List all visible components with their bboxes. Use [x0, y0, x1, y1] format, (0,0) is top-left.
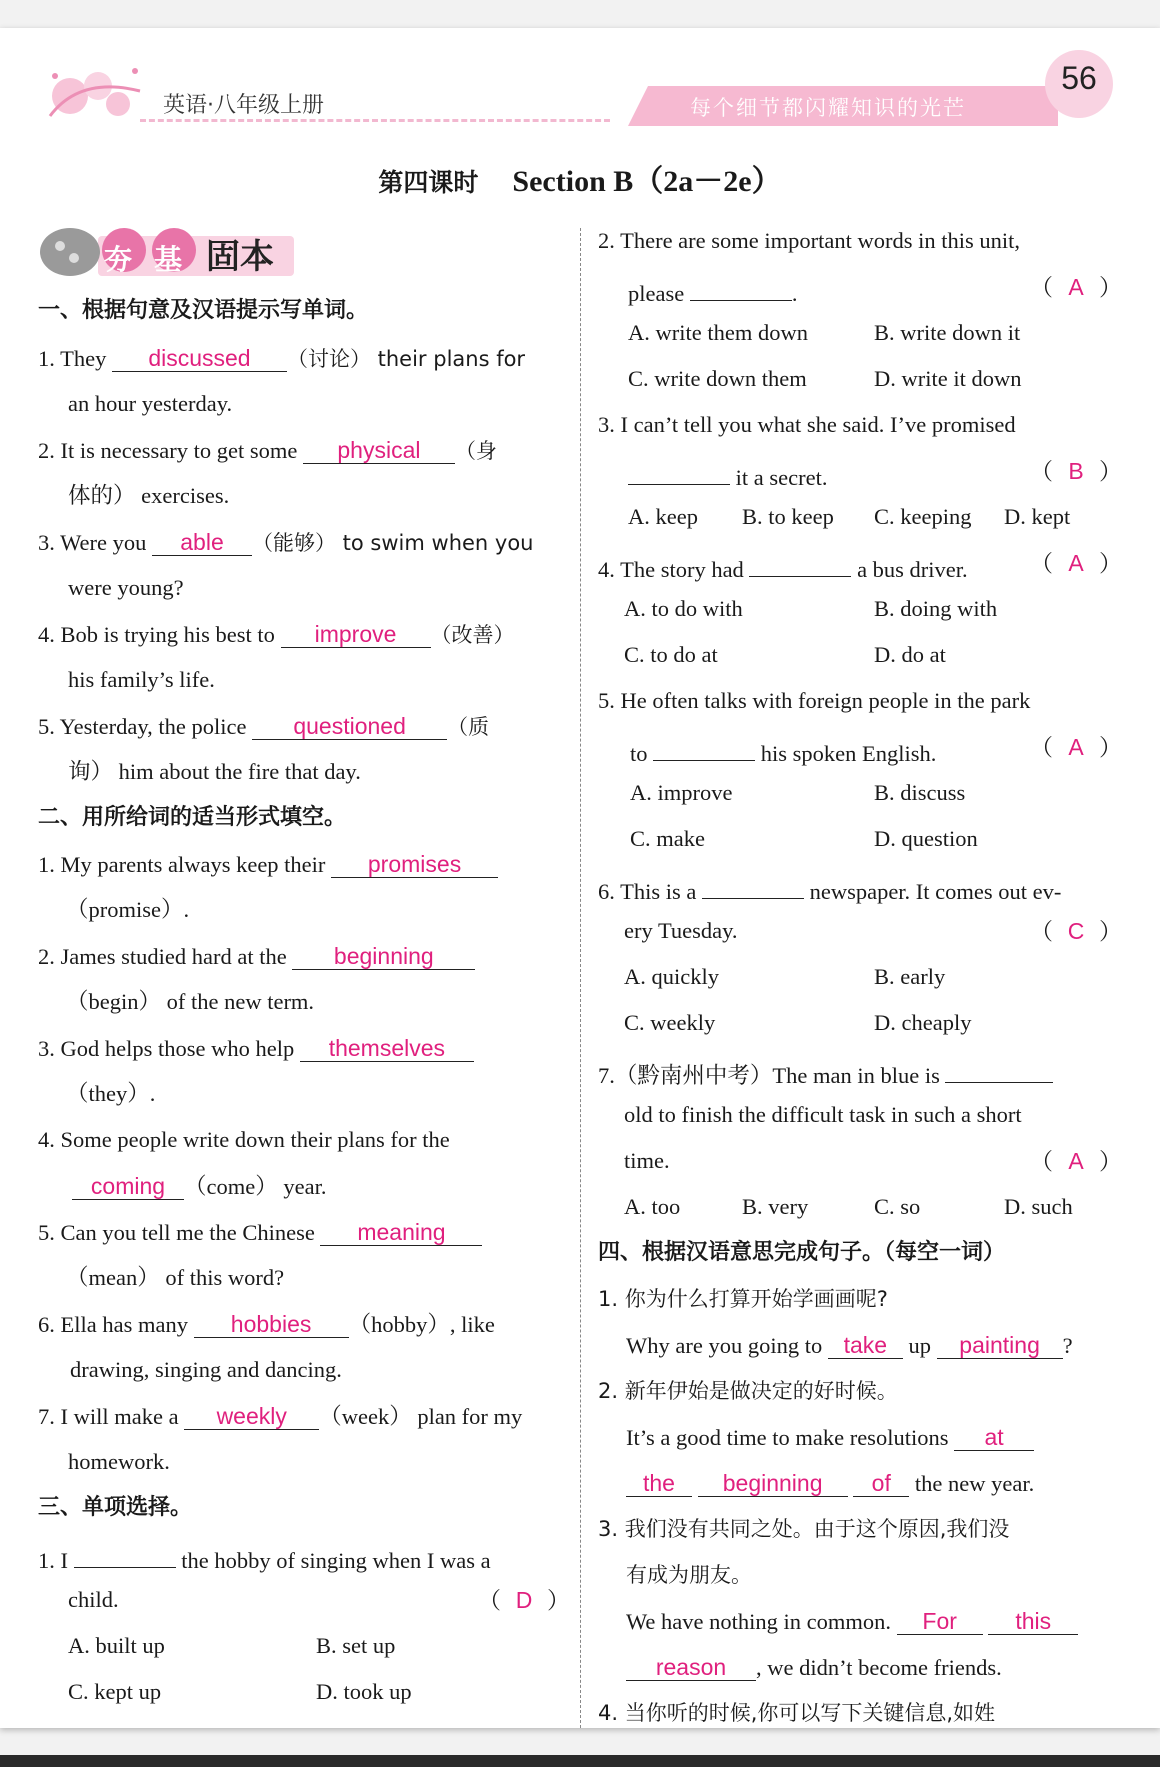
p2-q6-text: 6. Ella has many [38, 1312, 188, 1337]
p3-q6-opt-d: D. cheaply [874, 1010, 972, 1035]
p1-q4-answer: improve [314, 621, 397, 647]
p1-q1-hint: （讨论） their plans for [286, 347, 526, 371]
p4-q2-en-line1 [626, 1422, 1034, 1453]
p3-q4-opt-d: D. do at [874, 642, 946, 667]
p2-q6-line1 [38, 1309, 495, 1340]
p4-q3-text-a: We have nothing in common. [626, 1609, 892, 1634]
p3-q1-line2: child. [68, 1587, 119, 1612]
p1-q3-line1 [38, 527, 534, 558]
p3-q2-answer: A [1068, 274, 1084, 300]
p2-q2-answer: beginning [333, 943, 434, 969]
p2-q7-line2: homework. [68, 1449, 170, 1474]
p3-q5-answer: A [1068, 734, 1084, 760]
p1-q3-text: 3. Were you [38, 530, 147, 555]
p3-q7-line1 [598, 1054, 1053, 1091]
answer-blank [184, 1401, 319, 1430]
badge-char-1: 夯 [104, 243, 133, 276]
p3-q3-opt-d: D. kept [1004, 504, 1071, 529]
p4-q2-text-e: the new year. [914, 1471, 1035, 1496]
p3-q7-opt-a: A. too [624, 1194, 681, 1219]
flower-ornament-icon [40, 56, 150, 136]
p4-q1-text-c: up [908, 1333, 931, 1358]
p4-q1-answer-2: painting [959, 1332, 1040, 1358]
p3-q4-opt-c: C. to do at [624, 642, 718, 667]
part2-heading: 二、用所给词的适当形式填空。 [38, 805, 347, 830]
p2-q2-line2: （begin） of the new term. [66, 989, 315, 1014]
p2-q5-line1 [38, 1217, 482, 1248]
badge-label: 固本 [206, 237, 274, 277]
badge-char-2: 基 [154, 243, 183, 276]
p3-q2-opt-c: C. write down them [628, 366, 807, 391]
p3-q5-text-b: his spoken English. [760, 741, 937, 766]
p3-q3-line2 [628, 456, 827, 493]
p4-q2-answer-1: at [984, 1424, 1004, 1450]
answer-blank [74, 1539, 176, 1568]
page-number: 56 [1061, 60, 1097, 96]
p3-q7-opt-c: C. so [874, 1194, 921, 1219]
p4-q1-en [626, 1330, 1073, 1361]
p4-q1-cn: 1. 你为什么打算开始学画画呢? [598, 1287, 888, 1311]
p3-q5-line2 [630, 732, 936, 769]
p4-q2-answer-3: beginning [722, 1470, 823, 1496]
header-dash-line [140, 119, 610, 122]
p3-q6-text-b: newspaper. It comes out ev- [809, 879, 1062, 904]
p3-q3-text: it a secret. [735, 465, 828, 490]
p4-q3-answer-3: reason [655, 1654, 727, 1680]
p3-q6-opt-b: B. early [874, 964, 946, 989]
p2-q5-text: 5. Can you tell me the Chinese [38, 1220, 315, 1245]
p3-q2-line1: 2. There are some important words in this unit, [598, 228, 1021, 253]
p2-q5-answer: meaning [357, 1219, 446, 1245]
p1-q5-line2: 询） him about the fire that day. [68, 759, 361, 784]
p2-q4-answer: coming [90, 1173, 166, 1199]
p3-q7-opt-d: D. such [1004, 1194, 1073, 1219]
p3-q1-answer: D [515, 1587, 533, 1613]
p1-q2-line2: 体的） exercises. [68, 483, 230, 508]
p2-q2-text: 2. James studied hard at the [38, 944, 287, 969]
p1-q4-text: 4. Bob is trying his best to [38, 622, 275, 647]
p4-q3-en-line2 [626, 1652, 1002, 1683]
p2-q1-answer: promises [367, 851, 462, 877]
p3-q5-opt-b: B. discuss [874, 780, 966, 805]
answer-blank [698, 1468, 848, 1497]
p1-q1-line1 [38, 343, 525, 374]
p1-q1-line2: an hour yesterday. [68, 391, 233, 416]
p3-q1-opt-d: D. took up [316, 1679, 412, 1704]
p1-q3-hint: （能够） to swim when you [252, 531, 534, 555]
answer-blank [653, 732, 755, 761]
p1-q4-line2: his family’s life. [68, 667, 215, 692]
p2-q3-text: 3. God helps those who help [38, 1036, 295, 1061]
p1-q2-text: 2. It is necessary to get some [38, 438, 298, 463]
p3-q3-opt-b: B. to keep [742, 504, 834, 529]
answer-blank [626, 1468, 692, 1497]
p4-q3-en-line1 [626, 1606, 1078, 1637]
p4-q3-cn-line1: 3. 我们没有共同之处。由于这个原因,我们没 [598, 1517, 1010, 1541]
answer-blank [194, 1309, 349, 1338]
p4-q1-text-d: ? [1062, 1333, 1073, 1358]
p3-q3-opt-a: A. keep [628, 504, 698, 529]
p3-q4-opt-a: A. to do with [624, 596, 743, 621]
p2-q4-rest: （come） year. [184, 1174, 327, 1199]
p3-q1-answer-paren: （ D ） [478, 1587, 570, 1613]
lesson-title [0, 156, 1160, 200]
p3-q4-opt-b: B. doing with [874, 596, 998, 621]
answer-blank [303, 435, 455, 464]
answer-blank [937, 1330, 1063, 1359]
p3-q5-answer-paren: （ A ） [1030, 734, 1122, 760]
p1-q2-answer: physical [337, 437, 421, 463]
p3-q1-text-b: the hobby of singing when I was a [181, 1548, 491, 1573]
p3-q6-line2: ery Tuesday. [624, 918, 738, 943]
p1-q2-line1 [38, 435, 497, 466]
p2-q7-text: 7. I will make a [38, 1404, 179, 1429]
p4-q1-text-a: Why are you going to [626, 1333, 823, 1358]
answer-blank [690, 272, 792, 301]
answer-blank [702, 870, 804, 899]
motto-text: 每个细节都闪耀知识的光芒 [690, 96, 966, 120]
p3-q4-line1 [598, 548, 968, 585]
p3-q6-text-a: 6. This is a [598, 879, 697, 904]
p2-q3-answer: themselves [328, 1035, 446, 1061]
p3-q7-answer: A [1068, 1148, 1084, 1174]
p3-q2-answer-paren: （ A ） [1030, 274, 1122, 300]
p3-q1-opt-c: C. kept up [68, 1679, 162, 1704]
p1-q1-text: 1. They [38, 346, 107, 371]
answer-blank [626, 1652, 756, 1681]
answer-blank [112, 343, 287, 372]
p3-q5-opt-c: C. make [630, 826, 705, 851]
part4-heading: 四、根据汉语意思完成句子。（每空一词） [598, 1240, 1006, 1265]
part1-heading: 一、根据句意及汉语提示写单词。 [38, 298, 369, 323]
p3-q7-opt-b: B. very [742, 1194, 809, 1219]
p4-q4-cn: 4. 当你听的时候,你可以写下关键信息,如姓 [598, 1701, 996, 1725]
p3-q6-opt-c: C. weekly [624, 1010, 716, 1035]
p3-q1-opt-b: B. set up [316, 1633, 396, 1658]
p1-q3-answer: able [180, 529, 224, 555]
p3-q2-opt-a: A. write them down [628, 320, 808, 345]
answer-blank [252, 711, 447, 740]
p3-q4-text-b: a bus driver. [857, 557, 968, 582]
p2-q7-answer: weekly [216, 1403, 287, 1429]
answer-blank [300, 1033, 474, 1062]
p3-q3-answer: B [1068, 458, 1084, 484]
p2-q4-line1: 4. Some people write down their plans for the [38, 1127, 450, 1152]
p3-q7-line3: time. [624, 1148, 670, 1173]
p2-q1-line1 [38, 849, 498, 880]
p3-q3-opt-c: C. keeping [874, 504, 972, 529]
p3-q5-line1: 5. He often talks with foreign people in the park [598, 688, 1031, 713]
answer-blank [945, 1054, 1053, 1083]
p2-q3-line1 [38, 1033, 474, 1064]
p3-q6-opt-a: A. quickly [624, 964, 719, 989]
answer-blank [897, 1606, 983, 1635]
p3-q6-answer-paren: （ C ） [1030, 918, 1122, 944]
p2-q6-hint: （hobby）, like [348, 1312, 495, 1337]
p3-q5-opt-a: A. improve [630, 780, 733, 805]
p2-q3-line2: （they）. [66, 1081, 156, 1106]
p3-q4-answer: A [1068, 550, 1084, 576]
p2-q1-text: 1. My parents always keep their [38, 852, 326, 877]
p1-q5-answer: questioned [293, 713, 406, 739]
p2-q5-line2: （mean） of this word? [66, 1265, 285, 1290]
p3-q7-line2: old to finish the difficult task in such a short [624, 1102, 1022, 1127]
p3-q3-answer-paren: （ B ） [1030, 458, 1122, 484]
p4-q2-text-a: It’s a good time to make resolutions [626, 1425, 949, 1450]
answer-blank [988, 1606, 1078, 1635]
p1-q3-line2: were young? [68, 575, 184, 600]
p4-q2-cn: 2. 新年伊始是做决定的好时候。 [598, 1379, 898, 1403]
p3-q4-answer-paren: （ A ） [1030, 550, 1122, 576]
p4-q2-answer-4: of [871, 1470, 891, 1496]
p3-q2-period: . [791, 281, 798, 306]
p1-q4-hint: （改善） [430, 623, 515, 647]
p2-q7-line1 [38, 1401, 522, 1432]
answer-blank [152, 527, 252, 556]
p3-q7-answer-paren: （ A ） [1030, 1148, 1122, 1174]
p3-q4-text-a: 4. The story had [598, 557, 744, 582]
p1-q5-hint: （质 [447, 715, 490, 739]
p4-q3-answer-1: For [922, 1608, 957, 1634]
p2-q2-line1 [38, 941, 475, 972]
p4-q3-cn-line2: 有成为朋友。 [626, 1563, 752, 1587]
bottom-bar [0, 1755, 1160, 1767]
answer-blank [749, 548, 851, 577]
answer-blank [853, 1468, 909, 1497]
workbook-page [0, 28, 1160, 1728]
p3-q6-line1 [598, 870, 1061, 907]
p3-q5-text-a: to [630, 741, 648, 766]
p4-q2-en-line2 [626, 1468, 1034, 1499]
answer-blank [72, 1171, 184, 1200]
p1-q1-answer: discussed [148, 345, 251, 371]
p1-q5-text: 5. Yesterday, the police [38, 714, 247, 739]
answer-blank [320, 1217, 482, 1246]
p3-q7-text: 7.（黔南州中考）The man in blue is [598, 1063, 940, 1088]
answer-blank [628, 456, 730, 485]
p4-q2-answer-2: the [643, 1470, 675, 1496]
p1-q4-line1 [38, 619, 515, 650]
answer-blank [281, 619, 431, 648]
p1-q5-line1 [38, 711, 489, 742]
p3-q1-opt-a: A. built up [68, 1633, 165, 1658]
lesson-title-en: Section B（2a－2e） [512, 165, 782, 198]
p2-q7-hint: （week） plan for my [319, 1404, 523, 1429]
p3-q2-opt-b: B. write down it [874, 320, 1021, 345]
p3-q1-text-a: 1. I [38, 1548, 68, 1573]
answer-blank [331, 849, 498, 878]
p3-q2-line2 [628, 272, 797, 309]
answer-blank [954, 1422, 1034, 1451]
p1-q2-hint: （身 [454, 439, 497, 463]
p3-q6-answer: C [1067, 918, 1085, 944]
p4-q3-answer-2: this [1015, 1608, 1052, 1634]
p2-q1-line2: （promise）. [66, 897, 190, 922]
p2-q6-line2: drawing, singing and dancing. [70, 1357, 342, 1382]
p3-q3-line1: 3. I can’t tell you what she said. I’ve promised [598, 412, 1016, 437]
part3-heading: 三、单项选择。 [38, 1495, 193, 1520]
subject-label: 英语·八年级上册 [163, 93, 324, 118]
lesson-title-cn: 第四课时 [378, 168, 479, 197]
p3-q2-text: please [628, 281, 685, 306]
column-divider [580, 228, 581, 1728]
p3-q1-line1 [38, 1539, 491, 1576]
p3-q2-opt-d: D. write it down [874, 366, 1022, 391]
answer-blank [828, 1330, 903, 1359]
p4-q3-text-e: , we didn’t become friends. [756, 1655, 1002, 1680]
p4-q1-answer-1: take [843, 1332, 888, 1358]
p3-q5-opt-d: D. question [874, 826, 978, 851]
answer-blank [292, 941, 475, 970]
p2-q4-line2 [72, 1171, 326, 1202]
p2-q6-answer: hobbies [230, 1311, 312, 1337]
